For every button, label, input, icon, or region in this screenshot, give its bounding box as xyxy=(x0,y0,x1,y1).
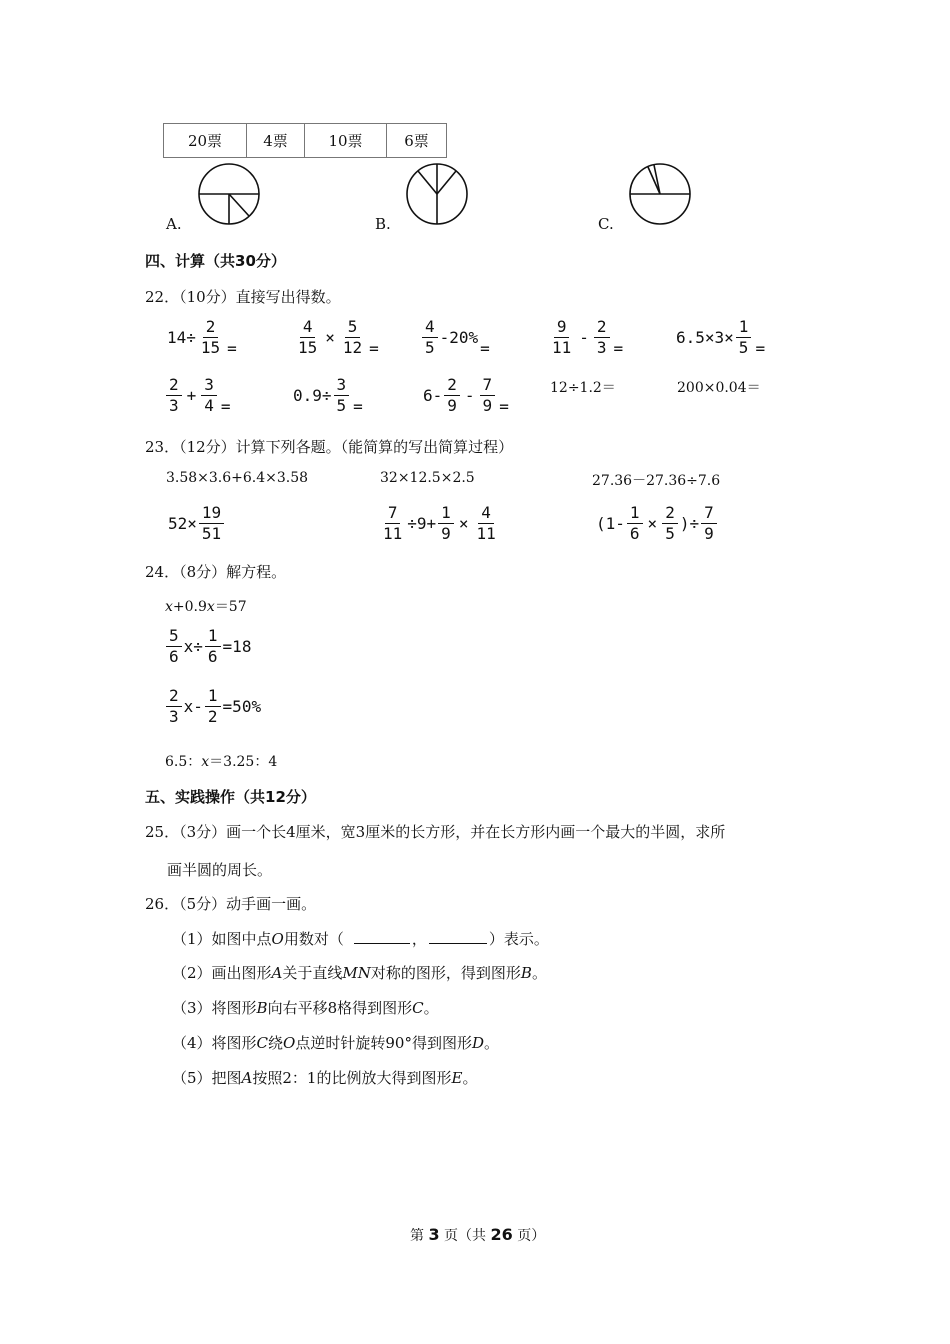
operator: - xyxy=(579,328,589,347)
text: 用数对（ xyxy=(283,930,344,948)
denominator: 9 xyxy=(704,524,714,543)
equals-sign: = xyxy=(220,397,231,416)
numerator: 3 xyxy=(334,375,350,396)
variable: B xyxy=(256,999,268,1017)
expr-text: 6.5×3× xyxy=(676,328,734,347)
text: 。 xyxy=(483,1034,499,1052)
section-title: 五、实践操作（共12分） xyxy=(145,788,316,806)
variable: B xyxy=(520,964,532,982)
text: 。 xyxy=(423,999,439,1017)
expr-text: =18 xyxy=(222,637,252,656)
expr-text: 6- xyxy=(423,386,443,405)
fraction xyxy=(205,686,221,727)
votes-cell: 10票 xyxy=(305,124,387,158)
text: 绕 xyxy=(268,1034,284,1052)
text: （2）画出图形 xyxy=(172,964,272,982)
numerator: 7 xyxy=(480,375,496,396)
expr-text: )÷ xyxy=(679,514,700,533)
pie-chart-c xyxy=(628,162,692,226)
denominator: 11 xyxy=(383,524,403,543)
fraction xyxy=(205,626,221,667)
variable: O xyxy=(271,930,284,948)
option-a-label: A. xyxy=(166,215,182,233)
expr-text: 52× xyxy=(168,514,197,533)
sub-question xyxy=(172,928,549,949)
math-expression xyxy=(596,503,719,544)
numerator: 2 xyxy=(444,375,460,396)
numerator: 2 xyxy=(594,317,610,338)
fraction xyxy=(422,317,438,358)
numerator: 4 xyxy=(478,503,494,524)
fraction xyxy=(166,626,182,667)
denominator: 3 xyxy=(169,707,179,726)
numerator: 5 xyxy=(166,626,182,647)
math-expression xyxy=(676,317,765,358)
page-footer xyxy=(410,1225,545,1245)
expr-text: -20% xyxy=(439,328,479,347)
denominator: 6 xyxy=(629,524,640,543)
equation xyxy=(164,686,261,727)
denominator: 51 xyxy=(201,524,222,543)
denominator: 9 xyxy=(482,396,493,415)
math-expression xyxy=(547,317,623,358)
fraction xyxy=(480,375,496,416)
numerator: 9 xyxy=(554,317,570,338)
denominator: 9 xyxy=(447,396,457,415)
equals-sign: = xyxy=(613,339,624,358)
text: 页（共 xyxy=(444,1228,487,1244)
fraction xyxy=(444,375,460,416)
expr-text: =50% xyxy=(222,697,262,716)
denominator: 15 xyxy=(298,338,318,357)
text: 按照2：1的比例放大得到图形 xyxy=(252,1069,452,1087)
numerator: 5 xyxy=(345,317,361,338)
expr-text: ÷9+ xyxy=(407,514,437,533)
votes-cell: 6票 xyxy=(387,124,447,158)
math-expression: 12÷1.2＝ xyxy=(550,380,616,396)
fraction xyxy=(295,317,320,358)
pie-chart-b xyxy=(405,162,469,226)
operator: + xyxy=(186,386,197,405)
denominator: 6 xyxy=(169,647,179,666)
fraction xyxy=(438,503,454,544)
text: 。 xyxy=(531,964,547,982)
math-expression xyxy=(164,375,231,416)
fraction xyxy=(334,375,350,416)
numerator: 4 xyxy=(422,317,438,338)
text: （4）将图形 xyxy=(172,1034,257,1052)
fraction xyxy=(198,317,223,358)
denominator: 3 xyxy=(169,396,179,415)
equation xyxy=(164,626,251,667)
denominator: 2 xyxy=(207,707,218,726)
variable: MN xyxy=(342,964,371,982)
option-b-label: B. xyxy=(375,215,391,233)
variable: E xyxy=(451,1069,463,1087)
numerator: 7 xyxy=(701,503,717,524)
votes-table xyxy=(163,123,447,158)
section-title: 四、计算（共30分） xyxy=(145,252,286,270)
question-title: 22．（10分）直接写出得数。 xyxy=(145,288,341,306)
numerator: 1 xyxy=(736,317,752,338)
sub-question xyxy=(172,962,547,983)
question-title: 26．（5分）动手画一画。 xyxy=(145,895,317,913)
fraction xyxy=(736,317,752,358)
numerator: 4 xyxy=(300,317,316,338)
variable: A xyxy=(241,1069,253,1087)
numerator: 2 xyxy=(166,686,182,707)
math-expression xyxy=(423,375,509,416)
text: 。 xyxy=(462,1069,478,1087)
equals-sign: = xyxy=(499,397,509,416)
numerator: 19 xyxy=(199,503,224,524)
fraction xyxy=(166,375,182,416)
numerator: 7 xyxy=(385,503,401,524)
fraction xyxy=(662,503,678,544)
fraction xyxy=(340,317,365,358)
variable-x: x xyxy=(206,599,215,615)
denominator: 9 xyxy=(441,524,451,543)
operator: × xyxy=(647,514,658,533)
sub-question xyxy=(172,1067,477,1088)
expr-text: 0.9÷ xyxy=(293,386,332,405)
text: （3）将图形 xyxy=(172,999,257,1017)
text: 对称的图形，得到图形 xyxy=(370,964,521,982)
sub-question xyxy=(172,1032,499,1053)
denominator: 4 xyxy=(204,396,214,415)
numerator: 1 xyxy=(627,503,643,524)
math-expression xyxy=(168,503,226,544)
fraction xyxy=(199,503,224,544)
denominator: 5 xyxy=(336,396,347,415)
math-expression xyxy=(378,503,501,544)
numerator: 2 xyxy=(203,317,219,338)
fraction xyxy=(701,503,717,544)
question-title: 24．（8分）解方程。 xyxy=(145,563,287,581)
math-expression: 3.58×3.6+6.4×3.58 xyxy=(166,470,309,486)
text: 页） xyxy=(517,1228,546,1244)
denominator: 11 xyxy=(552,338,572,357)
denominator: 15 xyxy=(200,338,221,357)
math-expression xyxy=(293,317,379,358)
answer-blank[interactable] xyxy=(429,929,487,944)
equals-sign: = xyxy=(755,339,766,358)
expr-text: x- xyxy=(183,697,203,716)
text: （1）如图中点 xyxy=(172,930,272,948)
denominator: 5 xyxy=(738,338,749,357)
text: 向右平移8格得到图形 xyxy=(267,999,413,1017)
math-expression: 27.36－27.36÷7.6 xyxy=(592,473,721,489)
answer-blank[interactable] xyxy=(354,929,410,944)
question-text: 25．（3分）画一个长4厘米，宽3厘米的长方形，并在长方形内画一个最大的半圆，求所 xyxy=(145,823,726,841)
question-text: 画半圆的周长。 xyxy=(167,861,273,879)
expr-text: 6.5： xyxy=(165,754,202,770)
equation xyxy=(165,751,277,771)
numerator: 1 xyxy=(438,503,454,524)
variable-x: x xyxy=(165,599,173,615)
text: 第 xyxy=(410,1228,424,1244)
equals-sign: = xyxy=(353,397,363,416)
expr-text: 14÷ xyxy=(167,328,196,347)
variable: O xyxy=(283,1034,296,1052)
variable-x: x xyxy=(201,754,210,770)
equals-sign: = xyxy=(369,339,379,358)
sub-question xyxy=(172,997,439,1018)
math-expression: 200×0.04＝ xyxy=(677,380,761,396)
equation xyxy=(165,596,247,616)
denominator: 3 xyxy=(596,338,607,357)
equals-sign: = xyxy=(480,339,490,358)
variable: C xyxy=(256,1034,269,1052)
expr-text: (1- xyxy=(596,514,625,533)
math-expression xyxy=(167,317,237,358)
fraction xyxy=(594,317,610,358)
text: ， xyxy=(411,930,427,948)
fraction xyxy=(549,317,574,358)
equals-sign: = xyxy=(227,339,237,358)
numerator: 1 xyxy=(205,626,221,647)
numerator: 1 xyxy=(205,686,221,707)
fraction xyxy=(473,503,498,544)
text: 点逆时针旋转90°得到图形 xyxy=(295,1034,472,1052)
operator: × xyxy=(325,328,335,347)
denominator: 5 xyxy=(425,338,435,357)
math-expression: 32×12.5×2.5 xyxy=(380,470,475,486)
fraction xyxy=(166,686,182,727)
fraction xyxy=(380,503,405,544)
expr-text: ＝3.25：4 xyxy=(209,754,278,770)
variable: C xyxy=(412,999,424,1017)
operator: × xyxy=(458,514,469,533)
expr-text: +0.9 xyxy=(172,599,207,615)
denominator: 6 xyxy=(207,647,218,666)
pie-chart-a xyxy=(197,162,261,226)
numerator: 3 xyxy=(201,375,217,396)
text: 关于直线 xyxy=(282,964,343,982)
page-number: 3 xyxy=(428,1225,440,1244)
denominator: 5 xyxy=(665,524,675,543)
denominator: 12 xyxy=(342,338,363,357)
votes-cell: 20票 xyxy=(164,124,247,158)
math-expression xyxy=(420,317,490,358)
math-expression xyxy=(293,375,363,416)
votes-cell: 4票 xyxy=(247,124,305,158)
question-title: 23．（12分）计算下列各题。（能简算的写出简算过程） xyxy=(145,438,514,456)
variable: D xyxy=(471,1034,484,1052)
operator: - xyxy=(464,386,475,405)
expr-text: ＝57 xyxy=(214,599,247,615)
expr-text: x÷ xyxy=(183,637,203,656)
numerator: 2 xyxy=(166,375,182,396)
text: （5）把图 xyxy=(172,1069,242,1087)
numerator: 2 xyxy=(662,503,678,524)
text: ）表示。 xyxy=(488,930,549,948)
option-c-label: C. xyxy=(598,215,614,233)
variable: A xyxy=(271,964,283,982)
fraction xyxy=(201,375,217,416)
denominator: 11 xyxy=(476,524,496,543)
fraction xyxy=(627,503,643,544)
total-pages: 26 xyxy=(490,1225,513,1244)
